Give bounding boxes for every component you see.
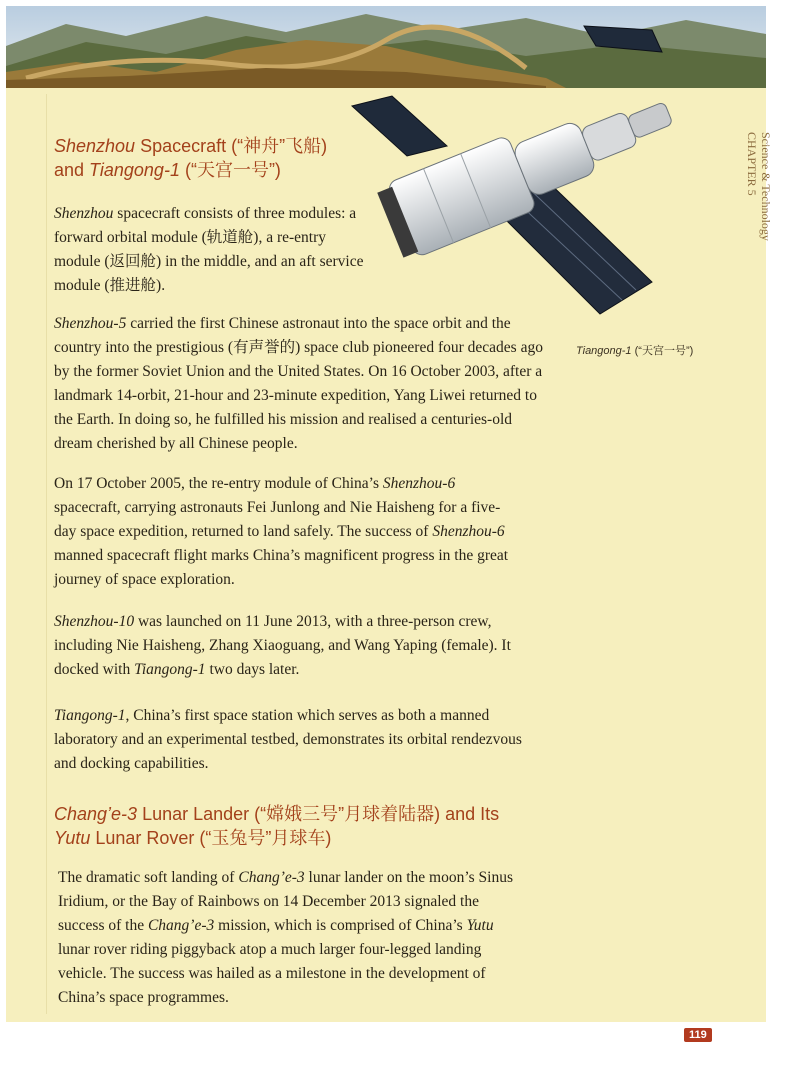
section-heading-change-3: Chang’e-3 Lunar Lander (“嫦娥三号”月球着陆器) and Its Yutu Lunar Rover (“玉兔号”月球车) bbox=[54, 804, 500, 848]
book-page bbox=[6, 6, 773, 1022]
page-number-badge: 119 bbox=[684, 1028, 712, 1042]
paragraph-shenzhou-6: On 17 October 2005, the re-entry module of China’s Shenzhou-6 spacecraft, carrying astronauts Fei Junlong and Nie Haisheng for a five-day space expedition, returned to land safely. The success of Shenzhou-6 manned spacecraft flight marks China’s magnificent progress in the great journey of space exploration. bbox=[54, 475, 509, 588]
tiangong-illustration bbox=[352, 22, 692, 332]
chapter-tab bbox=[736, 132, 776, 272]
chapter-number: CHAPTER 5 bbox=[745, 132, 759, 196]
paragraph-tiangong-1: Tiangong-1, China’s first space station which serves as both a manned laboratory and an experimental testbed, demonstrates its orbital rendezvous and docking capabilities. bbox=[54, 707, 522, 772]
image-caption: Tiangong-1 (“天宫一号”) bbox=[576, 345, 694, 357]
paragraph-change-3: The dramatic soft landing of Chang’e-3 lunar lander on the moon’s Sinus Iridium, or the Bay of Rainbows on 14 December 2013 signaled the success of the Chang’e-3 mission, which is comprised of China’s Yutu lunar rover riding piggyback atop a much larger four-legged landing vehicle. The success was hailed as a milestone in the development of China’s space programmes. bbox=[58, 869, 514, 1006]
paragraph-shenzhou-modules: Shenzhou spacecraft consists of three modules: a forward orbital module (轨道舱), a re-entry module (返回舱) in the middle, and an aft service module (推进舱). bbox=[54, 205, 364, 294]
section-heading-shenzhou: Shenzhou Spacecraft (“神舟”飞船) and Tiangong-1 (“天宫一号”) bbox=[54, 136, 328, 180]
page-margin-rule bbox=[46, 94, 47, 1014]
chapter-title: Science & Technology bbox=[759, 132, 773, 241]
paragraph-shenzhou-10: Shenzhou-10 was launched on 11 June 2013, with a three-person crew, including Nie Haisheng, Zhang Xiaoguang, and Wang Yaping (female). It docked with Tiangong-1 two days later. bbox=[54, 613, 511, 678]
paragraph-shenzhou-5: Shenzhou-5 carried the first Chinese astronaut into the space orbit and the country into the prestigious (有声誉的) space club pioneered four decades ago by the former Soviet Union and the United States. On 16 October 2003, after a landmark 14-orbit, 21-hour and 23-minute expedition, Yang Liwei returned to the Earth. In doing so, he fulfilled his mission and realised a centuries-old dream cherished by all Chinese people. bbox=[54, 315, 543, 452]
